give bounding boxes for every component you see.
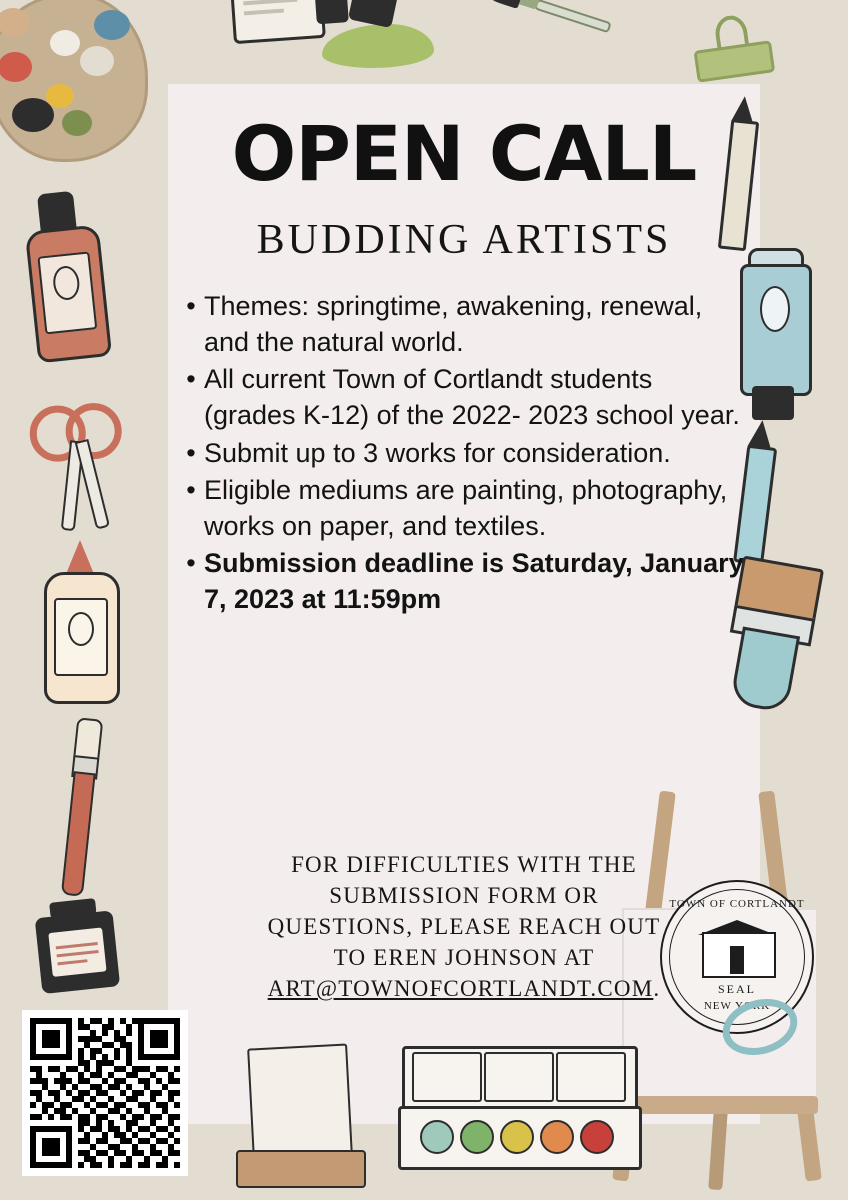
list-item-label: Eligible mediums are painting, photography, works on paper, and textiles. [204,475,728,541]
scissors-icon [26,397,139,534]
seal-top-text: TOWN OF CORTLANDT [669,898,805,910]
qr-code[interactable] [22,1010,188,1176]
requirements-list [178,289,750,620]
contact-email-link[interactable]: ART@TOWNOFCORTLANDT.COM [267,976,654,1002]
bullet-marker-icon: • [186,291,196,321]
seal-mid-text: SEAL [718,982,756,996]
seal-door-icon [730,946,744,974]
list-item [178,436,750,472]
cream-glue-bottle-icon [36,540,126,710]
list-item-label: Submission deadline is Saturday, January 7, 2023 at 11:59pm [204,548,744,614]
page-title: OPEN CALL [231,109,697,198]
list-item [178,289,750,360]
bullet-marker-icon: • [186,475,196,506]
watercolor-set-icon [398,1046,638,1182]
bullet-marker-icon: • [186,437,196,468]
seal-bottom-text: NEW YORK [703,1000,771,1012]
glue-bottle-icon [15,188,117,372]
ink-jar-icon [29,896,129,1001]
page-subtitle: BUDDING ARTISTS [256,217,672,263]
list-item [178,362,750,433]
contact-email-period: . [653,976,661,1002]
contact-note-line-2: SUBMISSION FORM OR [329,883,599,909]
list-item [178,473,750,544]
contact-note-line-4: TO EREN JOHNSON AT [333,945,595,971]
list-item-label: All current Town of Cortlandt students (grades K-12) of the 2022- 2023 school year. [204,364,740,430]
qr-code-modules [30,1018,180,1168]
contact-note-line-1: FOR DIFFICULTIES WITH THE [291,852,637,877]
list-item-label: Themes: springtime, awakening, renewal, and the natural world. [204,291,703,357]
list-item-deadline [178,546,750,617]
sketchbook-icon [236,1046,366,1192]
thin-brush-icon [35,715,125,902]
bullet-marker-icon: • [186,364,196,395]
bullet-marker-icon: • [186,548,196,579]
list-item-label: Submit up to 3 works for consideration. [204,437,671,468]
paint-palette-icon [0,0,148,162]
contact-note-line-3: QUESTIONS, PLEASE REACH OUT [267,914,661,940]
